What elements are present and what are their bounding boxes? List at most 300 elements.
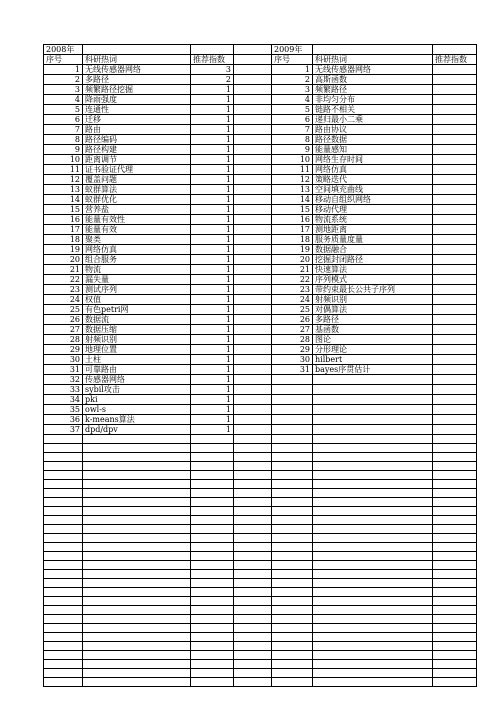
gap-cell[interactable]: [234, 215, 272, 225]
gap-cell[interactable]: [234, 235, 272, 245]
empty-cell[interactable]: [272, 678, 313, 687]
gap-cell[interactable]: [234, 155, 272, 165]
empty-cell[interactable]: [83, 669, 191, 678]
gap-cell[interactable]: [234, 105, 272, 115]
row-index[interactable]: 5: [272, 105, 313, 115]
gap-cell[interactable]: [234, 669, 272, 678]
empty-cell[interactable]: [313, 534, 433, 543]
row-term[interactable]: 地理位置: [83, 345, 191, 355]
header-index-left[interactable]: 序号: [44, 55, 83, 65]
gap-cell[interactable]: [234, 85, 272, 95]
empty-cell[interactable]: [313, 552, 433, 561]
row-index[interactable]: 1: [272, 65, 313, 75]
empty-cell[interactable]: [83, 453, 191, 462]
row-term[interactable]: 聚类: [83, 235, 191, 245]
row-term[interactable]: 传感器网络: [83, 375, 191, 385]
empty-cell[interactable]: [433, 624, 477, 633]
row-score[interactable]: 1: [191, 165, 234, 175]
row-term[interactable]: 蚁群算法: [83, 185, 191, 195]
empty-cell[interactable]: [433, 471, 477, 480]
row-score[interactable]: 1: [191, 195, 234, 205]
row-score[interactable]: 1: [191, 265, 234, 275]
row-term[interactable]: 频繁路径: [313, 85, 433, 95]
row-term[interactable]: 数据融合: [313, 245, 433, 255]
gap-cell[interactable]: [234, 175, 272, 185]
empty-cell[interactable]: [83, 615, 191, 624]
row-score[interactable]: 1: [191, 175, 234, 185]
empty-cell[interactable]: [83, 543, 191, 552]
row-score[interactable]: 1: [191, 185, 234, 195]
row-term[interactable]: 测地距离: [313, 225, 433, 235]
empty-cell[interactable]: [433, 462, 477, 471]
row-index[interactable]: 18: [272, 235, 313, 245]
row-score[interactable]: 1: [191, 105, 234, 115]
row-score[interactable]: 1: [191, 295, 234, 305]
empty-cell[interactable]: [83, 561, 191, 570]
empty-cell[interactable]: [313, 425, 433, 435]
empty-cell[interactable]: [433, 425, 477, 435]
row-score[interactable]: 1: [191, 95, 234, 105]
row-score[interactable]: [433, 175, 477, 185]
row-term[interactable]: 物流: [83, 265, 191, 275]
gap-cell[interactable]: [234, 415, 272, 425]
row-score[interactable]: [433, 265, 477, 275]
gap-cell[interactable]: [234, 355, 272, 365]
empty-cell[interactable]: [433, 588, 477, 597]
row-score[interactable]: 1: [191, 115, 234, 125]
row-index[interactable]: 13: [272, 185, 313, 195]
row-score[interactable]: [433, 115, 477, 125]
row-index[interactable]: 25: [272, 305, 313, 315]
row-index[interactable]: 11: [44, 165, 83, 175]
empty-cell[interactable]: [272, 588, 313, 597]
row-score[interactable]: 1: [191, 135, 234, 145]
row-score[interactable]: 1: [191, 315, 234, 325]
empty-cell[interactable]: [313, 375, 433, 385]
row-term[interactable]: 序列模式: [313, 275, 433, 285]
empty-cell[interactable]: [191, 543, 234, 552]
row-index[interactable]: 31: [44, 365, 83, 375]
row-score[interactable]: [433, 295, 477, 305]
empty-cell[interactable]: [44, 624, 83, 633]
row-term[interactable]: 策略迭代: [313, 175, 433, 185]
year-cell-right[interactable]: 2009年: [272, 45, 313, 55]
empty-cell[interactable]: [191, 633, 234, 642]
empty-cell[interactable]: [83, 444, 191, 453]
empty-cell[interactable]: [313, 489, 433, 498]
row-term[interactable]: 漏失量: [83, 275, 191, 285]
empty-cell[interactable]: [433, 444, 477, 453]
row-score[interactable]: 1: [191, 215, 234, 225]
row-index[interactable]: 28: [44, 335, 83, 345]
row-index[interactable]: 23: [44, 285, 83, 295]
empty-cell[interactable]: [433, 45, 477, 55]
empty-cell[interactable]: [44, 651, 83, 660]
row-score[interactable]: [433, 215, 477, 225]
row-term[interactable]: 数据流: [83, 315, 191, 325]
empty-cell[interactable]: [433, 561, 477, 570]
row-term[interactable]: 无线传感器网络: [313, 65, 433, 75]
header-term-left[interactable]: 科研热词: [83, 55, 191, 65]
gap-cell[interactable]: [234, 444, 272, 453]
empty-cell[interactable]: [44, 660, 83, 669]
row-score[interactable]: 1: [191, 255, 234, 265]
empty-cell[interactable]: [191, 651, 234, 660]
row-term[interactable]: 测试序列: [83, 285, 191, 295]
gap-cell[interactable]: [234, 255, 272, 265]
row-term[interactable]: 覆盖问题: [83, 175, 191, 185]
row-score[interactable]: [433, 315, 477, 325]
row-index[interactable]: 26: [272, 315, 313, 325]
row-term[interactable]: 移动代理: [313, 205, 433, 215]
empty-cell[interactable]: [83, 624, 191, 633]
empty-cell[interactable]: [433, 375, 477, 385]
empty-cell[interactable]: [191, 525, 234, 534]
row-index[interactable]: 30: [272, 355, 313, 365]
empty-cell[interactable]: [44, 462, 83, 471]
row-score[interactable]: [433, 255, 477, 265]
gap-cell[interactable]: [234, 165, 272, 175]
empty-cell[interactable]: [433, 669, 477, 678]
empty-cell[interactable]: [191, 606, 234, 615]
empty-cell[interactable]: [272, 462, 313, 471]
empty-cell[interactable]: [44, 543, 83, 552]
row-index[interactable]: 19: [272, 245, 313, 255]
row-term[interactable]: 土柱: [83, 355, 191, 365]
empty-cell[interactable]: [44, 480, 83, 489]
row-score[interactable]: [433, 145, 477, 155]
gap-cell[interactable]: [234, 185, 272, 195]
empty-cell[interactable]: [272, 471, 313, 480]
row-term[interactable]: 射频识别: [313, 295, 433, 305]
empty-cell[interactable]: [44, 498, 83, 507]
row-score[interactable]: [433, 185, 477, 195]
empty-cell[interactable]: [191, 444, 234, 453]
empty-cell[interactable]: [433, 597, 477, 606]
empty-cell[interactable]: [272, 669, 313, 678]
empty-cell[interactable]: [272, 570, 313, 579]
empty-cell[interactable]: [313, 669, 433, 678]
gap-cell[interactable]: [234, 561, 272, 570]
empty-cell[interactable]: [191, 570, 234, 579]
gap-cell[interactable]: [234, 305, 272, 315]
empty-cell[interactable]: [44, 552, 83, 561]
row-index[interactable]: 32: [44, 375, 83, 385]
row-term[interactable]: 降雨强度: [83, 95, 191, 105]
row-score[interactable]: [433, 365, 477, 375]
row-score[interactable]: [433, 345, 477, 355]
row-term[interactable]: pki: [83, 395, 191, 405]
empty-cell[interactable]: [272, 552, 313, 561]
row-term[interactable]: hilbert: [313, 355, 433, 365]
empty-cell[interactable]: [433, 543, 477, 552]
empty-cell[interactable]: [433, 489, 477, 498]
empty-cell[interactable]: [191, 516, 234, 525]
header-term-right[interactable]: 科研热词: [313, 55, 433, 65]
row-score[interactable]: [433, 245, 477, 255]
row-term[interactable]: 射频识别: [83, 335, 191, 345]
row-index[interactable]: 18: [44, 235, 83, 245]
empty-cell[interactable]: [313, 660, 433, 669]
empty-cell[interactable]: [44, 489, 83, 498]
row-index[interactable]: 2: [44, 75, 83, 85]
row-term[interactable]: 网络仿真: [83, 245, 191, 255]
empty-cell[interactable]: [44, 615, 83, 624]
empty-cell[interactable]: [191, 489, 234, 498]
gap-cell[interactable]: [234, 65, 272, 75]
empty-cell[interactable]: [272, 415, 313, 425]
row-score[interactable]: 1: [191, 325, 234, 335]
gap-cell[interactable]: [234, 525, 272, 534]
row-term[interactable]: bayes序贯估计: [313, 365, 433, 375]
row-score[interactable]: 1: [191, 375, 234, 385]
gap-cell[interactable]: [234, 543, 272, 552]
gap-cell[interactable]: [234, 245, 272, 255]
empty-cell[interactable]: [83, 471, 191, 480]
row-term[interactable]: dpd/dpv: [83, 425, 191, 435]
gap-cell[interactable]: [234, 295, 272, 305]
empty-cell[interactable]: [272, 543, 313, 552]
row-index[interactable]: 6: [272, 115, 313, 125]
row-score[interactable]: 1: [191, 235, 234, 245]
gap-cell[interactable]: [234, 55, 272, 65]
row-index[interactable]: 28: [272, 335, 313, 345]
row-term[interactable]: 网络生存时间: [313, 155, 433, 165]
row-score[interactable]: [433, 225, 477, 235]
gap-cell[interactable]: [234, 195, 272, 205]
empty-cell[interactable]: [313, 516, 433, 525]
empty-cell[interactable]: [272, 385, 313, 395]
empty-cell[interactable]: [433, 395, 477, 405]
empty-cell[interactable]: [191, 435, 234, 444]
empty-cell[interactable]: [83, 642, 191, 651]
empty-cell[interactable]: [44, 588, 83, 597]
gap-cell[interactable]: [234, 588, 272, 597]
row-term[interactable]: 分形理论: [313, 345, 433, 355]
empty-cell[interactable]: [433, 615, 477, 624]
empty-cell[interactable]: [313, 498, 433, 507]
empty-cell[interactable]: [272, 375, 313, 385]
empty-cell[interactable]: [191, 678, 234, 687]
gap-cell[interactable]: [234, 597, 272, 606]
gap-cell[interactable]: [234, 285, 272, 295]
row-term[interactable]: 组合服务: [83, 255, 191, 265]
row-term[interactable]: 带约束最长公共子序列: [313, 285, 433, 295]
empty-cell[interactable]: [433, 516, 477, 525]
empty-cell[interactable]: [191, 462, 234, 471]
header-index-right[interactable]: 序号: [272, 55, 313, 65]
empty-cell[interactable]: [44, 525, 83, 534]
row-index[interactable]: 6: [44, 115, 83, 125]
row-index[interactable]: 7: [272, 125, 313, 135]
gap-cell[interactable]: [234, 135, 272, 145]
row-term[interactable]: 物流系统: [313, 215, 433, 225]
empty-cell[interactable]: [433, 525, 477, 534]
row-index[interactable]: 9: [44, 145, 83, 155]
gap-cell[interactable]: [234, 570, 272, 579]
row-index[interactable]: 11: [272, 165, 313, 175]
row-index[interactable]: 17: [272, 225, 313, 235]
row-index[interactable]: 15: [44, 205, 83, 215]
empty-cell[interactable]: [191, 507, 234, 516]
row-index[interactable]: 2: [272, 75, 313, 85]
row-score[interactable]: 1: [191, 385, 234, 395]
gap-cell[interactable]: [234, 516, 272, 525]
empty-cell[interactable]: [83, 525, 191, 534]
row-score[interactable]: [433, 155, 477, 165]
row-score[interactable]: 1: [191, 245, 234, 255]
empty-cell[interactable]: [191, 471, 234, 480]
empty-cell[interactable]: [191, 498, 234, 507]
empty-cell[interactable]: [313, 561, 433, 570]
empty-cell[interactable]: [433, 660, 477, 669]
empty-cell[interactable]: [433, 633, 477, 642]
row-score[interactable]: 1: [191, 125, 234, 135]
empty-cell[interactable]: [191, 624, 234, 633]
empty-cell[interactable]: [313, 415, 433, 425]
empty-cell[interactable]: [433, 385, 477, 395]
row-score[interactable]: [433, 195, 477, 205]
empty-cell[interactable]: [433, 435, 477, 444]
gap-cell[interactable]: [234, 335, 272, 345]
empty-cell[interactable]: [272, 534, 313, 543]
row-term[interactable]: 有色petri网: [83, 305, 191, 315]
row-score[interactable]: [433, 235, 477, 245]
row-index[interactable]: 37: [44, 425, 83, 435]
gap-cell[interactable]: [234, 375, 272, 385]
empty-cell[interactable]: [313, 462, 433, 471]
row-term[interactable]: owl-s: [83, 405, 191, 415]
row-term[interactable]: 路径编码: [83, 135, 191, 145]
row-term[interactable]: 能量有效: [83, 225, 191, 235]
row-term[interactable]: 非均匀分布: [313, 95, 433, 105]
empty-cell[interactable]: [272, 453, 313, 462]
gap-cell[interactable]: [234, 480, 272, 489]
row-term[interactable]: 空间填充曲线: [313, 185, 433, 195]
gap-cell[interactable]: [234, 678, 272, 687]
empty-cell[interactable]: [313, 678, 433, 687]
empty-cell[interactable]: [191, 534, 234, 543]
row-term[interactable]: 基函数: [313, 325, 433, 335]
empty-cell[interactable]: [433, 534, 477, 543]
empty-cell[interactable]: [313, 606, 433, 615]
empty-cell[interactable]: [83, 534, 191, 543]
row-term[interactable]: 频繁路径挖掘: [83, 85, 191, 95]
gap-cell[interactable]: [234, 125, 272, 135]
empty-cell[interactable]: [313, 395, 433, 405]
row-term[interactable]: 距离调节: [83, 155, 191, 165]
row-score[interactable]: [433, 95, 477, 105]
row-index[interactable]: 27: [272, 325, 313, 335]
row-term[interactable]: 图论: [313, 335, 433, 345]
row-term[interactable]: 蚁群优化: [83, 195, 191, 205]
row-index[interactable]: 12: [44, 175, 83, 185]
empty-cell[interactable]: [313, 615, 433, 624]
row-score[interactable]: [433, 275, 477, 285]
empty-cell[interactable]: [44, 471, 83, 480]
row-index[interactable]: 22: [272, 275, 313, 285]
row-index[interactable]: 24: [44, 295, 83, 305]
empty-cell[interactable]: [433, 606, 477, 615]
empty-cell[interactable]: [313, 597, 433, 606]
row-score[interactable]: 1: [191, 335, 234, 345]
empty-cell[interactable]: [191, 480, 234, 489]
row-term[interactable]: 移动自组织网络: [313, 195, 433, 205]
row-index[interactable]: 8: [272, 135, 313, 145]
empty-cell[interactable]: [83, 606, 191, 615]
empty-cell[interactable]: [83, 651, 191, 660]
row-term[interactable]: 路由: [83, 125, 191, 135]
empty-cell[interactable]: [433, 579, 477, 588]
gap-cell[interactable]: [234, 462, 272, 471]
row-index[interactable]: 16: [272, 215, 313, 225]
empty-cell[interactable]: [272, 489, 313, 498]
empty-cell[interactable]: [313, 570, 433, 579]
row-score[interactable]: 1: [191, 405, 234, 415]
empty-cell[interactable]: [313, 45, 433, 55]
row-score[interactable]: [433, 335, 477, 345]
empty-cell[interactable]: [433, 405, 477, 415]
gap-cell[interactable]: [234, 471, 272, 480]
empty-cell[interactable]: [44, 561, 83, 570]
empty-cell[interactable]: [313, 435, 433, 444]
row-score[interactable]: 1: [191, 425, 234, 435]
empty-cell[interactable]: [313, 480, 433, 489]
gap-cell[interactable]: [234, 425, 272, 435]
gap-cell[interactable]: [234, 275, 272, 285]
gap-cell[interactable]: [234, 615, 272, 624]
row-score[interactable]: 1: [191, 415, 234, 425]
row-index[interactable]: 22: [44, 275, 83, 285]
gap-cell[interactable]: [234, 606, 272, 615]
row-index[interactable]: 7: [44, 125, 83, 135]
row-index[interactable]: 13: [44, 185, 83, 195]
row-index[interactable]: 29: [272, 345, 313, 355]
empty-cell[interactable]: [272, 660, 313, 669]
empty-cell[interactable]: [313, 405, 433, 415]
row-score[interactable]: 1: [191, 345, 234, 355]
empty-cell[interactable]: [313, 453, 433, 462]
empty-cell[interactable]: [191, 588, 234, 597]
empty-cell[interactable]: [44, 435, 83, 444]
empty-cell[interactable]: [313, 624, 433, 633]
empty-cell[interactable]: [313, 525, 433, 534]
row-score[interactable]: [433, 165, 477, 175]
row-score[interactable]: 3: [191, 65, 234, 75]
empty-cell[interactable]: [44, 570, 83, 579]
row-index[interactable]: 21: [272, 265, 313, 275]
row-index[interactable]: 3: [44, 85, 83, 95]
row-term[interactable]: 快速算法: [313, 265, 433, 275]
empty-cell[interactable]: [433, 651, 477, 660]
empty-cell[interactable]: [83, 489, 191, 498]
row-term[interactable]: 对偶算法: [313, 305, 433, 315]
empty-cell[interactable]: [44, 444, 83, 453]
row-index[interactable]: 12: [272, 175, 313, 185]
row-index[interactable]: 17: [44, 225, 83, 235]
empty-cell[interactable]: [313, 633, 433, 642]
row-score[interactable]: 1: [191, 85, 234, 95]
empty-cell[interactable]: [191, 453, 234, 462]
empty-cell[interactable]: [83, 480, 191, 489]
empty-cell[interactable]: [433, 415, 477, 425]
row-index[interactable]: 3: [272, 85, 313, 95]
empty-cell[interactable]: [272, 651, 313, 660]
row-term[interactable]: 能量有效性: [83, 215, 191, 225]
row-term[interactable]: 连通性: [83, 105, 191, 115]
empty-cell[interactable]: [44, 642, 83, 651]
row-index[interactable]: 27: [44, 325, 83, 335]
